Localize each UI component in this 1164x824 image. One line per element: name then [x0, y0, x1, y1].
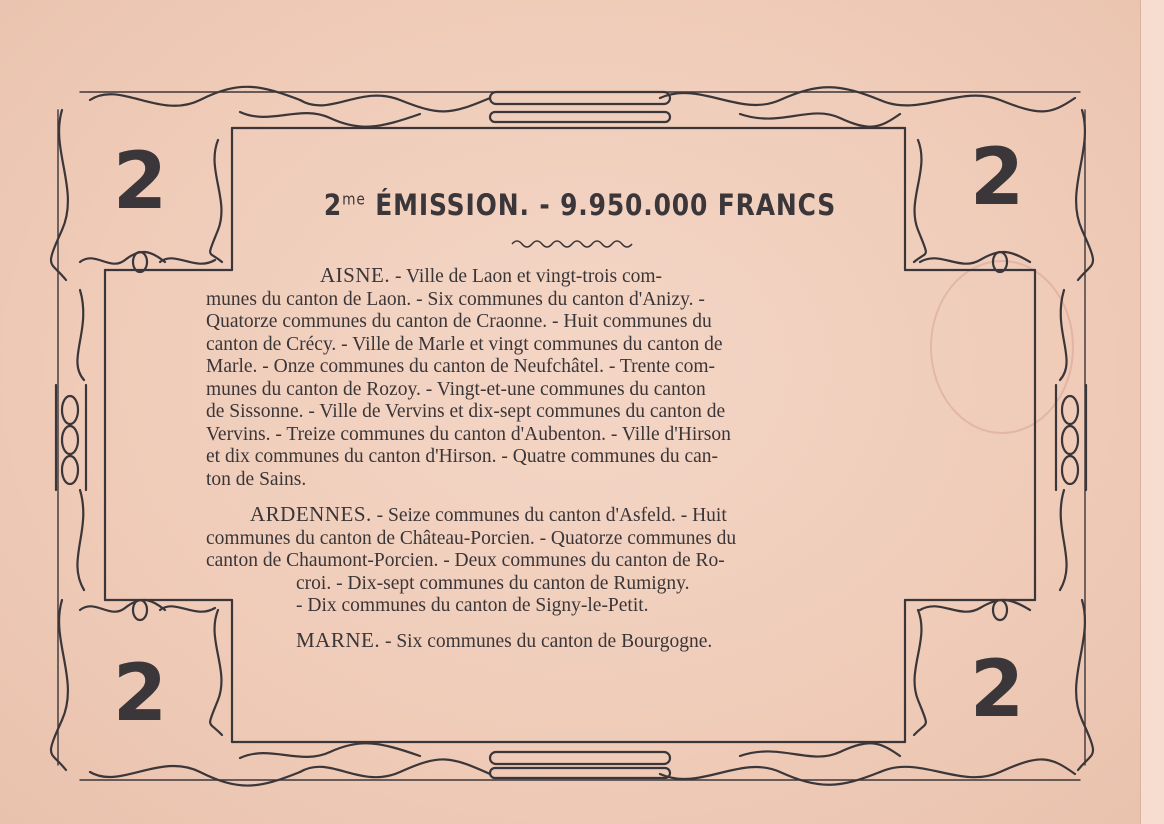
aisne-paragraph	[206, 264, 956, 491]
paragraph-line	[206, 264, 956, 289]
emission-heading	[305, 188, 855, 222]
paragraph-line: croi. - Dix-sept communes du canton de Rumigny.	[296, 572, 690, 594]
paragraph-line: de Sissonne. - Ville de Vervins et dix-sept communes du canton de	[206, 401, 726, 422]
paragraph-line: munes du canton de Laon. - Six communes du canton d'Anizy. -	[206, 288, 705, 310]
heading-prefix: 2	[323, 188, 343, 222]
region-name: AISNE.	[320, 264, 391, 287]
line-text: - Seize communes du canton d'Asfeld. - Huit	[371, 505, 727, 526]
paragraph-line: - Dix communes du canton de Signy-le-Petit.	[296, 595, 649, 616]
paragraph-line	[206, 629, 956, 654]
paragraph-line: ton de Sains.	[206, 468, 307, 490]
heading-underline-flourish	[510, 238, 640, 250]
heading-superscript: me	[342, 189, 366, 209]
heading-text: ÉMISSION. - 9.950.000 FRANCS	[365, 188, 837, 222]
line-text: - Six communes du canton de Bourgogne.	[380, 631, 713, 652]
marne-paragraph	[206, 629, 956, 654]
line-text: - Ville de Laon et vingt-trois com-	[390, 266, 663, 287]
paragraph-line: munes du canton de Rozoy. - Vingt-et-une communes du canton	[206, 378, 706, 400]
paragraph-line: communes du canton de Château-Porcien. - Quatorze communes du	[206, 527, 737, 549]
denomination-top-left: 2	[112, 137, 168, 227]
paragraph-line: Marle. - Onze communes du canton de Neufchâtel. - Trente com-	[206, 356, 715, 377]
paragraph-line: canton de Crécy. - Ville de Marle et vingt communes du canton de	[206, 333, 723, 355]
denomination-bottom-right: 2	[969, 645, 1025, 735]
paragraph-line: et dix communes du canton d'Hirson. - Quatre communes du can-	[206, 446, 719, 467]
ardennes-paragraph	[206, 503, 956, 618]
paragraph-line: Vervins. - Treize communes du canton d'Aubenton. - Ville d'Hirson	[206, 423, 731, 445]
denomination-bottom-left: 2	[112, 649, 168, 739]
region-name: ARDENNES.	[250, 503, 372, 526]
region-name: MARNE.	[296, 629, 381, 652]
denomination-top-right: 2	[969, 133, 1025, 223]
paragraph-line: canton de Chaumont-Porcien. - Deux communes du canton de Ro-	[206, 550, 725, 571]
paragraph-line	[206, 503, 956, 528]
paragraph-line: Quatorze communes du canton de Craonne. - Huit communes du	[206, 311, 712, 332]
